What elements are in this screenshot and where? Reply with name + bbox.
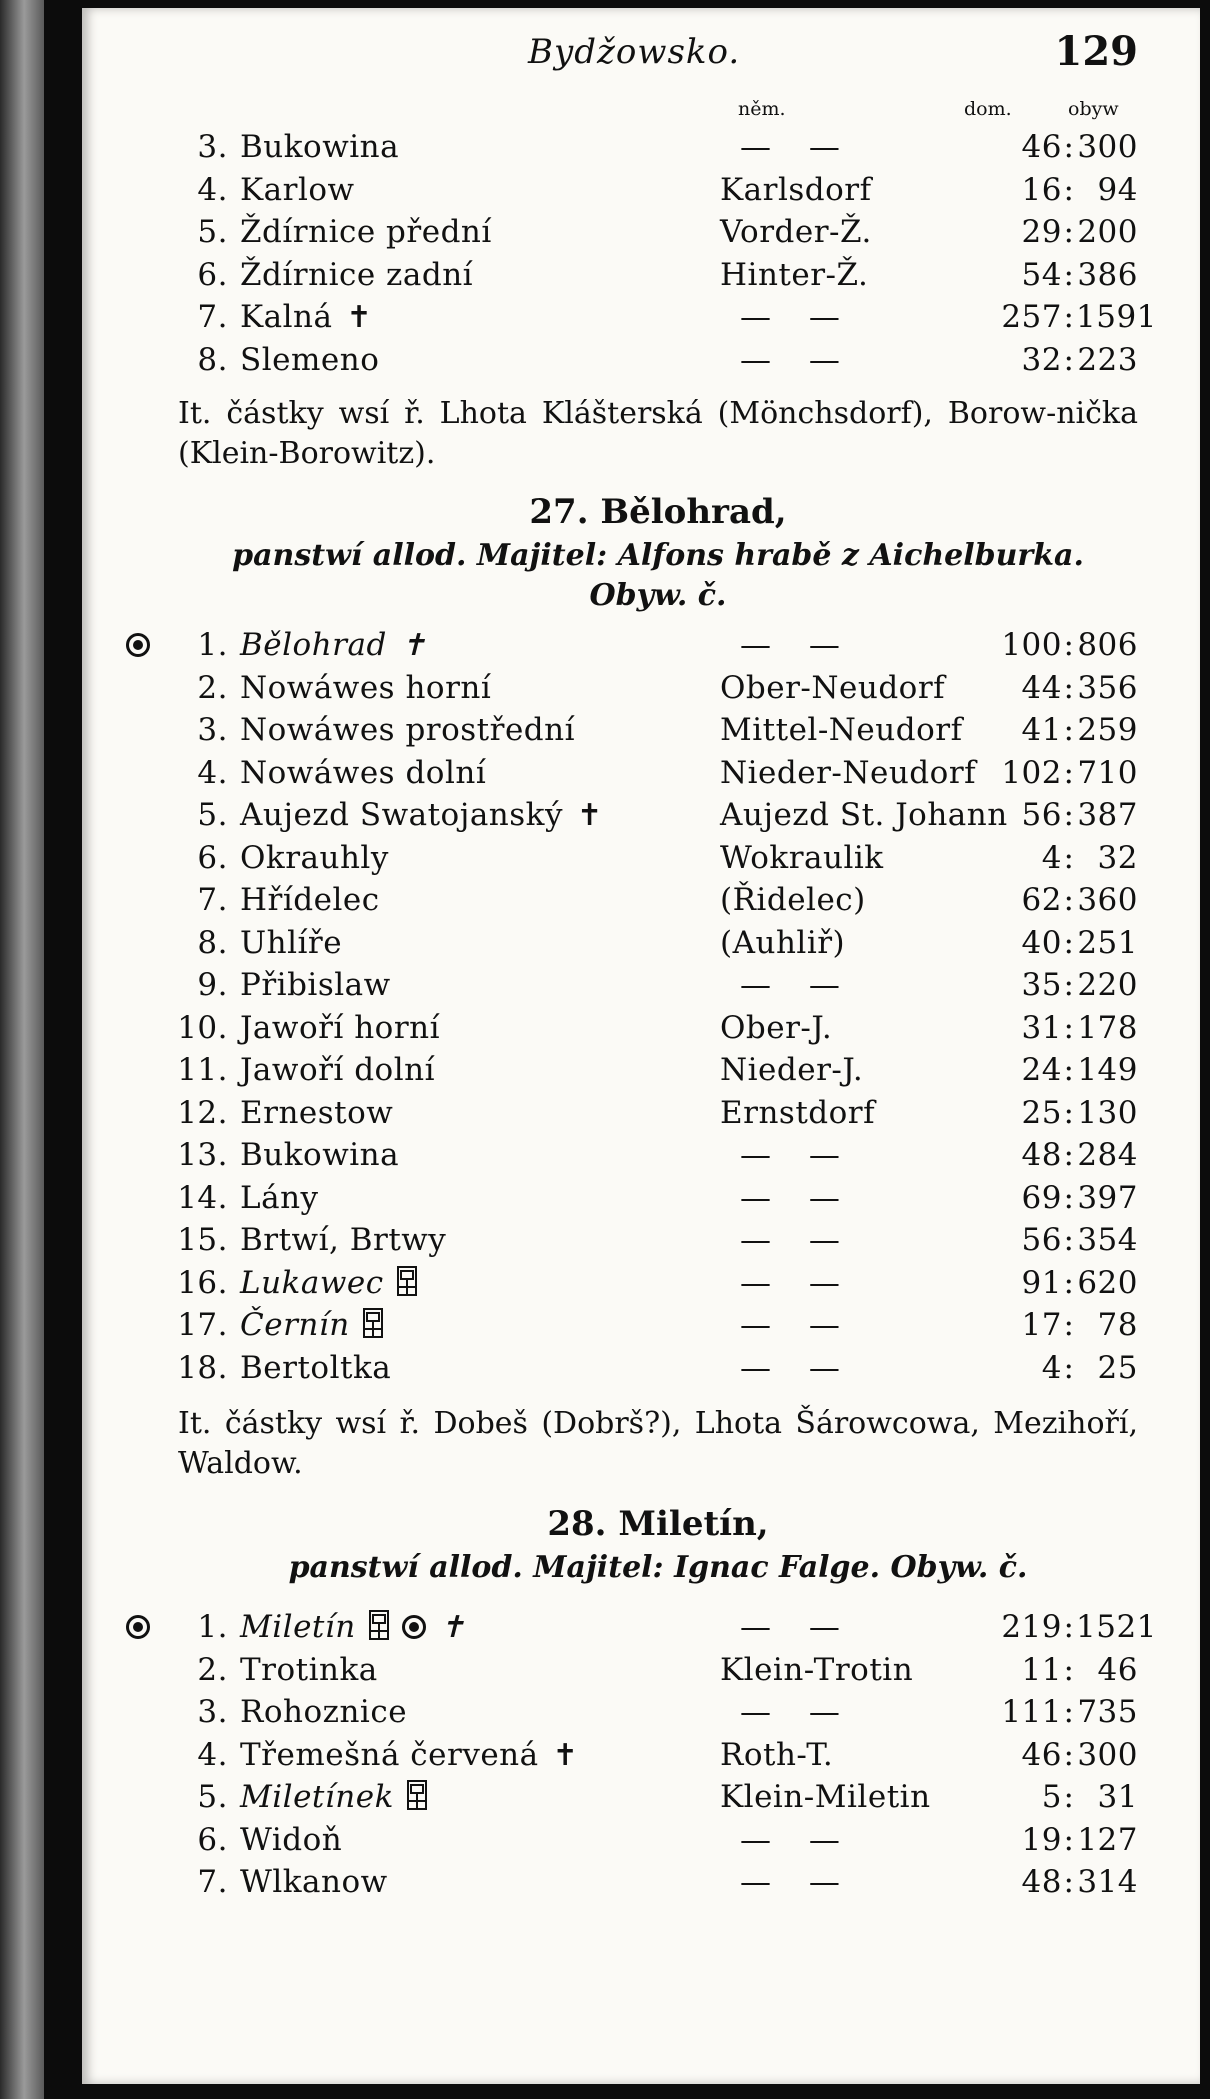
- column-head-houses: dom.: [964, 98, 1012, 120]
- page-header: [178, 28, 1138, 78]
- row-number: 4.: [197, 1736, 228, 1773]
- place-name: [240, 1734, 578, 1777]
- place-name: [240, 1304, 384, 1346]
- german-name: Hinter-Ž.: [720, 256, 869, 293]
- place-name: [240, 879, 380, 921]
- castle-icon: [396, 1265, 418, 1297]
- population-count: 259: [1077, 712, 1138, 748]
- row-number: 5.: [197, 1779, 228, 1815]
- row-number: 17.: [177, 1307, 228, 1343]
- house-count: 46: [1021, 129, 1062, 165]
- table-row: [178, 1219, 1138, 1261]
- german-name: — —: [740, 1307, 854, 1343]
- place-name: [240, 211, 492, 253]
- row-number: 18.: [177, 1349, 228, 1386]
- german-name: (Auhliř): [720, 924, 846, 961]
- german-name: — —: [740, 1694, 854, 1730]
- place-name: [240, 1649, 378, 1691]
- colon-separator: :: [1063, 1094, 1075, 1131]
- castle-icon: [368, 1609, 390, 1641]
- german-name: Wokraulik: [720, 839, 884, 876]
- place-name-text: Wlkanow: [240, 1864, 388, 1900]
- section-27-inhabitants: Obyw. č.: [589, 578, 727, 613]
- place-name: [240, 667, 491, 709]
- place-name-text: Uhlíře: [240, 924, 343, 961]
- row-number: 5.: [197, 214, 228, 250]
- section-26-note: It. částky wsí ř. Lhota Klášterská (Mönchsdorf), Borow-nička (Klein-Borowitz).: [178, 396, 1138, 471]
- place-name-text: Slemeno: [240, 341, 380, 378]
- colon-separator: :: [1063, 1009, 1075, 1046]
- colon-separator: :: [1063, 1779, 1075, 1815]
- table-row: [178, 667, 1138, 709]
- german-name: — —: [740, 1864, 854, 1900]
- colon-separator: :: [1063, 967, 1075, 1003]
- population-count: 300: [1077, 129, 1138, 165]
- german-name: — —: [740, 967, 854, 1003]
- house-count: 46: [1021, 1736, 1062, 1773]
- colon-separator: :: [1063, 712, 1075, 748]
- population-count: 620: [1077, 1264, 1138, 1301]
- place-name: [240, 1347, 391, 1389]
- table-row: [178, 1049, 1138, 1091]
- seat-icon: [402, 1615, 426, 1639]
- colon-separator: :: [1063, 1179, 1075, 1216]
- place-name-text: Přibislaw: [240, 967, 391, 1003]
- place-name-text: Brtwí, Brtwy: [240, 1222, 447, 1258]
- place-name: [240, 1219, 446, 1261]
- colon-separator: :: [1063, 1736, 1075, 1773]
- place-name: [240, 126, 399, 168]
- row-number: 12.: [177, 1094, 228, 1131]
- population-count: 78: [1097, 1307, 1138, 1343]
- row-number: 10.: [177, 1009, 228, 1046]
- colon-separator: :: [1063, 1349, 1075, 1386]
- table-row: [178, 709, 1138, 751]
- place-name: [240, 837, 389, 879]
- population-count: 735: [1077, 1694, 1138, 1730]
- colon-separator: :: [1063, 797, 1075, 833]
- place-name-text: Hřídelec: [240, 882, 380, 918]
- house-count: 25: [1021, 1094, 1062, 1131]
- place-name: [240, 922, 342, 964]
- colon-separator: :: [1063, 1821, 1075, 1858]
- german-name: — —: [740, 1137, 854, 1173]
- house-count: 56: [1021, 797, 1062, 833]
- row-number: 14.: [177, 1179, 228, 1216]
- house-count: 11: [1021, 1651, 1062, 1688]
- population-count: 284: [1077, 1137, 1138, 1173]
- seat-icon: [126, 1615, 150, 1639]
- place-name-text: Nowáwes horní: [240, 669, 492, 706]
- population-count: 251: [1077, 924, 1138, 961]
- column-head-german: něm.: [738, 98, 786, 120]
- house-count: 54: [1021, 256, 1062, 293]
- house-count: 69: [1021, 1179, 1062, 1216]
- place-name: [240, 709, 575, 751]
- house-count: 32: [1021, 341, 1062, 378]
- colon-separator: :: [1063, 1651, 1075, 1688]
- place-name: [240, 1262, 418, 1304]
- place-name: [240, 1177, 319, 1219]
- colon-separator: :: [1063, 839, 1075, 876]
- population-count: 223: [1077, 341, 1138, 378]
- church-cross-icon: ✝: [400, 628, 427, 663]
- house-count: 5: [1041, 1779, 1062, 1815]
- house-count: 29: [1021, 214, 1062, 250]
- population-count: 149: [1077, 1052, 1138, 1088]
- table-row: [178, 1691, 1138, 1733]
- church-cross-icon: ✝: [346, 300, 373, 335]
- table-row: [178, 1304, 1138, 1346]
- row-number: 6.: [197, 839, 228, 876]
- colon-separator: :: [1063, 129, 1075, 165]
- place-name-text: Bukowina: [240, 129, 400, 165]
- house-count: 19: [1021, 1821, 1062, 1858]
- place-name: [240, 1776, 428, 1818]
- place-name: [240, 1819, 342, 1861]
- place-name: [240, 964, 391, 1006]
- table-row: [178, 1861, 1138, 1903]
- section-28-heading: 28. Miletín,: [547, 1504, 769, 1544]
- german-name: Ernstdorf: [720, 1094, 876, 1131]
- row-number: 6.: [197, 1821, 228, 1858]
- place-name-text: Lukawec: [240, 1264, 384, 1301]
- german-name: Karlsdorf: [720, 171, 872, 208]
- table-row: [178, 794, 1138, 836]
- house-count: 48: [1021, 1137, 1062, 1173]
- row-number: 11.: [177, 1052, 228, 1088]
- population-count: 220: [1077, 967, 1138, 1003]
- row-number: 7.: [197, 1864, 228, 1900]
- colon-separator: :: [1063, 341, 1075, 378]
- table-row: [178, 296, 1157, 338]
- table-row: [178, 1347, 1138, 1389]
- population-count: 386: [1077, 256, 1138, 293]
- colon-separator: :: [1063, 1609, 1075, 1645]
- section-27-note: It. částky wsí ř. Dobeš (Dobrš?), Lhota Šárowcowa, Mezihoří, Waldow.: [178, 1406, 1138, 1481]
- place-name-text: Jawoří dolní: [240, 1052, 435, 1088]
- column-head-population: obyw: [1068, 98, 1119, 120]
- german-name: Nieder-Neudorf: [720, 754, 977, 791]
- german-name: — —: [740, 1264, 854, 1301]
- colon-separator: :: [1063, 1222, 1075, 1258]
- colon-separator: :: [1063, 1052, 1075, 1088]
- population-count: 200: [1077, 214, 1138, 250]
- population-count: 25: [1097, 1349, 1138, 1386]
- table-row: [178, 169, 1138, 211]
- place-name-text: Ernestow: [240, 1094, 394, 1131]
- german-name: — —: [740, 1609, 854, 1645]
- row-number: 4.: [197, 754, 228, 791]
- table-row: [178, 879, 1138, 921]
- population-count: 806: [1077, 627, 1138, 663]
- table-row: [178, 1262, 1138, 1304]
- house-count: 91: [1021, 1264, 1062, 1301]
- place-name-text: Nowáwes dolní: [240, 754, 487, 791]
- german-name: — —: [740, 1179, 854, 1216]
- place-name-text: Okrauhly: [240, 839, 389, 876]
- place-name-text: Bukowina: [240, 1137, 400, 1173]
- place-name-text: Ždírnice zadní: [240, 256, 474, 293]
- house-count: 100: [1001, 627, 1062, 663]
- colon-separator: :: [1063, 1137, 1075, 1173]
- table-row: [178, 964, 1138, 1006]
- german-name: — —: [740, 1222, 854, 1258]
- row-number: 3.: [197, 129, 228, 165]
- table-row: [178, 211, 1138, 253]
- table-row: [178, 752, 1138, 794]
- place-name: [240, 339, 379, 381]
- table-row: [178, 1134, 1138, 1176]
- place-name: [240, 1691, 407, 1733]
- castle-icon: [406, 1779, 428, 1811]
- german-name: Nieder-J.: [720, 1052, 864, 1088]
- colon-separator: :: [1063, 1864, 1075, 1900]
- house-count: 24: [1021, 1052, 1062, 1088]
- place-name-text: Nowáwes prostřední: [240, 712, 576, 748]
- book-spine-edge: [0, 0, 44, 2099]
- place-name: [240, 1049, 435, 1091]
- house-count: 44: [1021, 669, 1062, 706]
- place-name-text: Bertoltka: [240, 1349, 392, 1386]
- house-count: 111: [1001, 1694, 1062, 1730]
- population-count: 31: [1097, 1779, 1138, 1815]
- population-count: 1591: [1076, 299, 1157, 335]
- house-count: 56: [1021, 1222, 1062, 1258]
- german-name: Mittel-Neudorf: [720, 712, 963, 748]
- place-name: [240, 1861, 388, 1903]
- church-cross-icon: ✝: [552, 1737, 579, 1773]
- colon-separator: :: [1063, 924, 1075, 961]
- house-count: 17: [1021, 1307, 1062, 1343]
- german-name: Klein-Miletin: [720, 1779, 931, 1815]
- row-number: 1.: [197, 627, 228, 663]
- house-count: 31: [1021, 1009, 1062, 1046]
- row-number: 3.: [197, 712, 228, 748]
- place-name-text: Aujezd Swatojanský: [240, 797, 563, 833]
- place-name: [240, 624, 426, 667]
- german-name: Aujezd St. Johann: [720, 797, 1008, 833]
- german-name: — —: [740, 1349, 854, 1386]
- colon-separator: :: [1063, 1307, 1075, 1343]
- row-number: 2.: [197, 669, 228, 706]
- castle-icon: [362, 1307, 384, 1339]
- column-headings: [178, 98, 1138, 122]
- german-name: — —: [740, 129, 854, 165]
- population-count: 300: [1077, 1736, 1138, 1773]
- house-count: 257: [1001, 299, 1062, 335]
- colon-separator: :: [1063, 299, 1075, 335]
- house-count: 102: [1001, 754, 1062, 791]
- row-number: 1.: [197, 1609, 228, 1645]
- table-row: [178, 339, 1138, 381]
- place-name-text: Miletín: [240, 1609, 356, 1645]
- place-name: [240, 1092, 393, 1134]
- place-name-text: Lány: [240, 1179, 319, 1216]
- house-count: 4: [1041, 1349, 1062, 1386]
- row-number: 8.: [197, 341, 228, 378]
- population-count: 354: [1077, 1222, 1138, 1258]
- colon-separator: :: [1063, 171, 1075, 208]
- house-count: 35: [1021, 967, 1062, 1003]
- house-count: 40: [1021, 924, 1062, 961]
- german-name: — —: [740, 1821, 854, 1858]
- seat-icon: [126, 633, 150, 657]
- row-number: 15.: [177, 1222, 228, 1258]
- place-name: [240, 296, 372, 339]
- house-count: 48: [1021, 1864, 1062, 1900]
- place-name: [240, 794, 603, 837]
- row-number: 4.: [197, 171, 228, 208]
- population-count: 397: [1077, 1179, 1138, 1216]
- row-number: 8.: [197, 924, 228, 961]
- church-cross-icon: ✝: [576, 798, 603, 833]
- table-row: [178, 1734, 1138, 1776]
- population-count: 356: [1077, 669, 1138, 706]
- colon-separator: :: [1063, 1264, 1075, 1301]
- place-name: [240, 752, 486, 794]
- house-count: 4: [1041, 839, 1062, 876]
- row-number: 2.: [197, 1651, 228, 1688]
- population-count: 46: [1097, 1651, 1138, 1688]
- place-name-text: Bělohrad: [240, 627, 387, 663]
- german-name: (Řidelec): [720, 882, 866, 918]
- page-sheet: [82, 8, 1200, 2084]
- house-count: 62: [1021, 882, 1062, 918]
- table-row: [178, 624, 1138, 666]
- colon-separator: :: [1063, 882, 1075, 918]
- row-number: 9.: [197, 967, 228, 1003]
- colon-separator: :: [1063, 1694, 1075, 1730]
- place-name: [240, 1007, 440, 1049]
- row-number: 13.: [177, 1137, 228, 1173]
- place-name: [240, 169, 355, 211]
- german-name: — —: [740, 341, 854, 378]
- place-name-text: Miletínek: [240, 1779, 394, 1815]
- german-name: — —: [740, 627, 854, 663]
- place-name-text: Kalná: [240, 299, 333, 335]
- place-name: [240, 1606, 465, 1649]
- place-name-text: Widoň: [240, 1821, 343, 1858]
- german-name: Vorder-Ž.: [720, 214, 872, 250]
- colon-separator: :: [1063, 256, 1075, 293]
- population-count: 130: [1077, 1094, 1138, 1131]
- church-cross-icon: ✝: [439, 1610, 466, 1645]
- table-row: [178, 1776, 1138, 1818]
- table-row: [178, 126, 1138, 168]
- population-count: 387: [1077, 797, 1138, 833]
- table-row: [178, 1177, 1138, 1219]
- table-row: [178, 1606, 1157, 1648]
- german-name: Klein-Trotin: [720, 1651, 914, 1688]
- german-name: Ober-J.: [720, 1009, 833, 1046]
- place-name: [240, 254, 473, 296]
- place-name-text: Ždírnice přední: [240, 214, 492, 250]
- row-number: 7.: [197, 882, 228, 918]
- section-28-owner: panstwí allod. Majitel: Ignac Falge. Obyw. č.: [288, 1550, 1028, 1585]
- german-name: — —: [740, 299, 854, 335]
- running-title: Bydžowsko.: [528, 32, 741, 72]
- table-row: [178, 837, 1138, 879]
- place-name-text: Rohoznice: [240, 1694, 408, 1730]
- house-count: 16: [1021, 171, 1062, 208]
- population-count: 314: [1077, 1864, 1138, 1900]
- row-number: 16.: [177, 1264, 228, 1301]
- colon-separator: :: [1063, 669, 1075, 706]
- population-count: 1521: [1076, 1609, 1157, 1645]
- place-name-text: Černín: [240, 1307, 350, 1343]
- population-count: 710: [1077, 754, 1138, 791]
- population-count: 94: [1097, 171, 1138, 208]
- population-count: 360: [1077, 882, 1138, 918]
- row-number: 6.: [197, 256, 228, 293]
- population-count: 178: [1077, 1009, 1138, 1046]
- house-count: 219: [1001, 1609, 1062, 1645]
- table-row: [178, 1819, 1138, 1861]
- section-27-owner: panstwí allod. Majitel: Alfons hrabě z Aichelburka.: [232, 538, 1084, 573]
- colon-separator: :: [1063, 627, 1075, 663]
- row-number: 7.: [197, 299, 228, 335]
- german-name: Roth-T.: [720, 1736, 834, 1773]
- place-name-text: Jawoří horní: [240, 1009, 441, 1046]
- table-row: [178, 254, 1138, 296]
- place-name-text: Karlow: [240, 171, 355, 208]
- colon-separator: :: [1063, 214, 1075, 250]
- place-name: [240, 1134, 399, 1176]
- page-number: 129: [1054, 28, 1138, 75]
- table-row: [178, 922, 1138, 964]
- row-number: 5.: [197, 797, 228, 833]
- table-row: [178, 1007, 1138, 1049]
- population-count: 127: [1077, 1821, 1138, 1858]
- population-count: 32: [1097, 839, 1138, 876]
- table-row: [178, 1092, 1138, 1134]
- house-count: 41: [1021, 712, 1062, 748]
- colon-separator: :: [1063, 754, 1075, 791]
- place-name-text: Trotinka: [240, 1651, 378, 1688]
- row-number: 3.: [197, 1694, 228, 1730]
- section-27-heading: 27. Bělohrad,: [529, 492, 787, 532]
- table-row: [178, 1649, 1138, 1691]
- german-name: Ober-Neudorf: [720, 669, 946, 706]
- place-name-text: Třemešná červená: [240, 1736, 539, 1773]
